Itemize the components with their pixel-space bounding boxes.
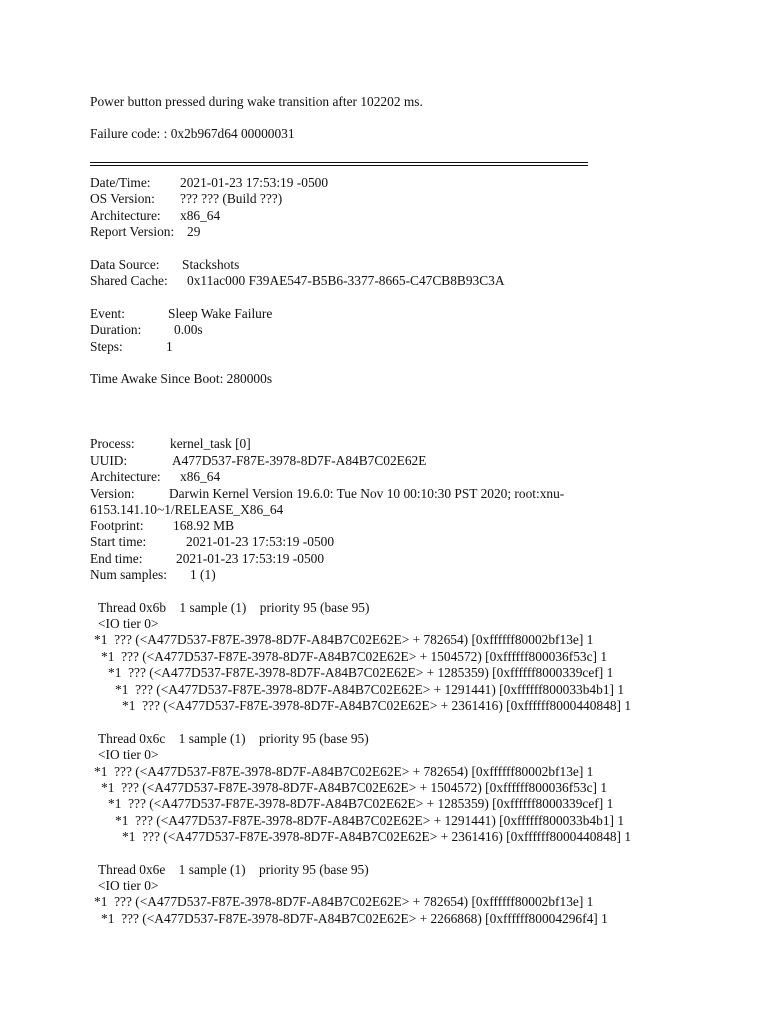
process-label: Process: [90, 436, 135, 451]
end-time-label: End time: [90, 551, 143, 566]
steps-row [90, 339, 173, 355]
uuid-value: A477D537-F87E-3978-8D7F-A84B7C02E62E [172, 453, 427, 468]
stack-frame: *1 ??? (<A477D537-F87E-3978-8D7F-A84B7C02E62E> + 782654) [0xffffff80002bf13e] 1 [94, 894, 594, 909]
steps-value: 1 [166, 339, 173, 354]
failure-code: Failure code: : 0x2b967d64 00000031 [90, 126, 295, 141]
architecture-label: Architecture: [90, 208, 161, 223]
num-samples-value: 1 (1) [190, 567, 216, 582]
start-time-label: Start time: [90, 534, 147, 549]
report-version-label: Report Version: [90, 224, 175, 239]
thread-io-tier: <IO tier 0> [98, 616, 159, 631]
data-source-value: Stackshots [182, 257, 240, 272]
end-time-value: 2021-01-23 17:53:19 -0500 [176, 551, 325, 566]
shared-cache-label: Shared Cache: [90, 273, 168, 288]
date-time-row [90, 175, 328, 191]
stack-frame: *1 ??? (<A477D537-F87E-3978-8D7F-A84B7C02E62E> + 1291441) [0xffffff800033b4b1] 1 [115, 813, 625, 828]
uuid-label: UUID: [90, 453, 128, 468]
process-architecture-row [90, 469, 220, 485]
num-samples-label: Num samples: [90, 567, 167, 582]
footprint-row [90, 518, 234, 534]
event-label: Event: [90, 306, 125, 321]
stack-frame: *1 ??? (<A477D537-F87E-3978-8D7F-A84B7C02E62E> + 2266868) [0xffffff80004296f4] 1 [101, 911, 608, 926]
stack-frame: *1 ??? (<A477D537-F87E-3978-8D7F-A84B7C02E62E> + 1285359) [0xffffff8000339cef] 1 [108, 796, 614, 811]
wake-failure-message: Power button pressed during wake transition after 102202 ms. [90, 94, 423, 109]
version-continuation: 6153.141.10~1/RELEASE_X86_64 [90, 502, 284, 517]
data-source-label: Data Source: [90, 257, 160, 272]
stack-frame: *1 ??? (<A477D537-F87E-3978-8D7F-A84B7C02E62E> + 782654) [0xffffff80002bf13e] 1 [94, 632, 594, 647]
process-architecture-value: x86_64 [180, 469, 221, 484]
duration-row [90, 322, 203, 338]
thread-header: Thread 0x6b 1 sample (1) priority 95 (base 95) [98, 600, 370, 615]
os-version-label: OS Version: [90, 191, 155, 206]
architecture-value: x86_64 [180, 208, 221, 223]
process-row [90, 436, 251, 452]
stack-frame: *1 ??? (<A477D537-F87E-3978-8D7F-A84B7C02E62E> + 1291441) [0xffffff800033b4b1] 1 [115, 682, 625, 697]
date-time-label: Date/Time: [90, 175, 151, 190]
num-samples-row [90, 567, 216, 583]
thread-io-tier: <IO tier 0> [98, 878, 159, 893]
stack-frame: *1 ??? (<A477D537-F87E-3978-8D7F-A84B7C02E62E> + 1504572) [0xffffff800036f53c] 1 [101, 780, 608, 795]
data-source-row [90, 257, 239, 273]
footprint-label: Footprint: [90, 518, 144, 533]
separator-rule [90, 162, 588, 166]
report-version-row [90, 224, 200, 240]
duration-value: 0.00s [174, 322, 203, 337]
stack-frame: *1 ??? (<A477D537-F87E-3978-8D7F-A84B7C02E62E> + 2361416) [0xffffff8000440848] 1 [122, 829, 632, 844]
stack-frame: *1 ??? (<A477D537-F87E-3978-8D7F-A84B7C02E62E> + 1504572) [0xffffff800036f53c] 1 [101, 649, 608, 664]
footprint-value: 168.92 MB [173, 518, 235, 533]
thread-header: Thread 0x6c 1 sample (1) priority 95 (base 95) [98, 731, 369, 746]
version-label: Version: [90, 486, 135, 501]
process-value: kernel_task [0] [170, 436, 251, 451]
stack-frame: *1 ??? (<A477D537-F87E-3978-8D7F-A84B7C02E62E> + 782654) [0xffffff80002bf13e] 1 [94, 764, 594, 779]
thread-io-tier: <IO tier 0> [98, 747, 159, 762]
event-value: Sleep Wake Failure [168, 306, 273, 321]
end-time-row [90, 551, 324, 567]
os-version-row [90, 191, 282, 207]
stack-frame: *1 ??? (<A477D537-F87E-3978-8D7F-A84B7C02E62E> + 2361416) [0xffffff8000440848] 1 [122, 698, 632, 713]
shared-cache-value: 0x11ac000 F39AE547-B5B6-3377-8665-C47CB8B93C3A [187, 273, 505, 288]
duration-label: Duration: [90, 322, 142, 337]
start-time-value: 2021-01-23 17:53:19 -0500 [186, 534, 335, 549]
shared-cache-row [90, 273, 505, 289]
start-time-row [90, 534, 334, 550]
report-version-value: 29 [187, 224, 201, 239]
date-time-value: 2021-01-23 17:53:19 -0500 [180, 175, 329, 190]
os-version-value: ??? ??? (Build ???) [180, 191, 283, 206]
uuid-row [90, 453, 426, 469]
steps-label: Steps: [90, 339, 123, 354]
thread-header: Thread 0x6e 1 sample (1) priority 95 (base 95) [98, 862, 369, 877]
time-awake: Time Awake Since Boot: 280000s [90, 371, 273, 386]
version-value: Darwin Kernel Version 19.6.0: Tue Nov 10 00:10:30 PST 2020; root:xnu- [169, 486, 565, 501]
event-row [90, 306, 272, 322]
version-row [90, 486, 564, 502]
architecture-row [90, 208, 220, 224]
stack-frame: *1 ??? (<A477D537-F87E-3978-8D7F-A84B7C02E62E> + 1285359) [0xffffff8000339cef] 1 [108, 665, 614, 680]
process-architecture-label: Architecture: [90, 469, 161, 484]
